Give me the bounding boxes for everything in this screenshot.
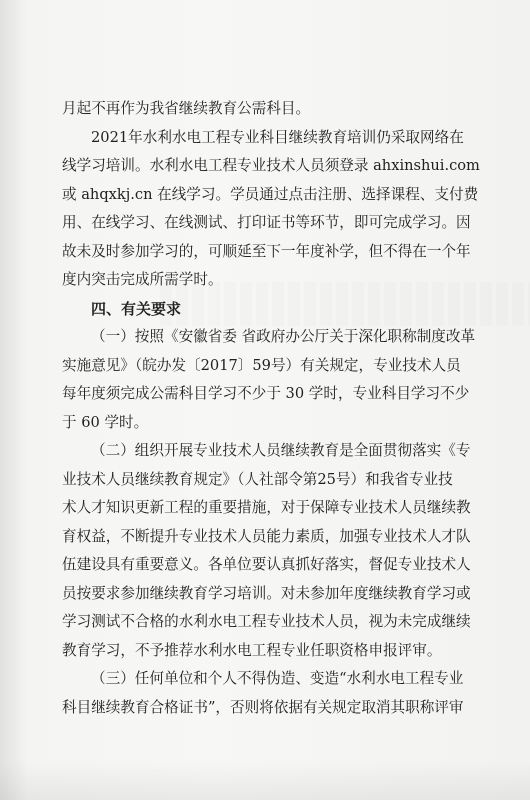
text-line: 2021年水利水电工程专业科目继续教育培训仍采取网络在 <box>91 128 464 146</box>
document-body <box>62 95 480 722</box>
text-line: 学习测试不合格的水利水电工程专业技术人员，视为未完成继续 <box>62 613 471 630</box>
text-line: 育权益，不断提升专业技术人员能力素质，加强专业技术人才队 <box>62 527 471 545</box>
text-line: 业技术人员继续教育规定》（人社部令第25号）和我省专业技 <box>62 470 453 488</box>
text-line: （一）按照《安徽省委 省政府办公厅关于深化职称制度改革 <box>91 328 476 345</box>
text-line: （二）组织开展专业技术人员继续教育是全面贯彻落实《专 <box>91 442 471 459</box>
text-line: （三）任何单位和个人不得伪造、变造“水利水电工程专业 <box>91 670 464 687</box>
text-line: 线学习培训。水利水电工程专业技术人员须登录 ahxinshui.com <box>62 157 480 174</box>
text-line: 故未及时参加学习的，可顺延至下一年度补学，但不得在一个年 <box>62 242 471 260</box>
text-line: 于 60 学时。 <box>62 413 149 431</box>
text-line: 或 ahqxkj.cn 在线学习。学员通过点击注册、选择课程、支付费 <box>62 185 479 203</box>
section-heading: 四、有关要求 <box>91 299 182 318</box>
text-line: 伍建设具有重要意义。各单位要认真抓好落实，督促专业技术人 <box>62 556 471 573</box>
text-line: 科目继续教育合格证书”，否则将依据有关规定取消其职称评审 <box>62 698 464 716</box>
text-line: 度内突击完成所需学时。 <box>62 271 223 288</box>
page-edge-shadow <box>0 0 28 800</box>
text-line: 术人才知识更新工程的重要措施，对于保障专业技术人员继续教 <box>62 499 471 516</box>
text-line: 员按要求参加继续教育学习培训。对未参加年度继续教育学习或 <box>62 584 471 602</box>
text-line: 用、在线学习、在线测试、打印证书等环节，即可完成学习。因 <box>62 214 471 231</box>
text-line: 每年度须完成公需科目学习不少于 30 学时，专业科目学习不少 <box>62 385 470 402</box>
page-bottom-shadow <box>0 760 530 800</box>
text-line: 实施意见》（皖办发〔2017〕59号）有关规定，专业技术人员 <box>62 356 461 374</box>
text-line: 月起不再作为我省继续教育公需科目。 <box>62 100 311 117</box>
text-line: 教育学习，不予推荐水利水电工程专业任职资格申报评审。 <box>62 641 442 659</box>
